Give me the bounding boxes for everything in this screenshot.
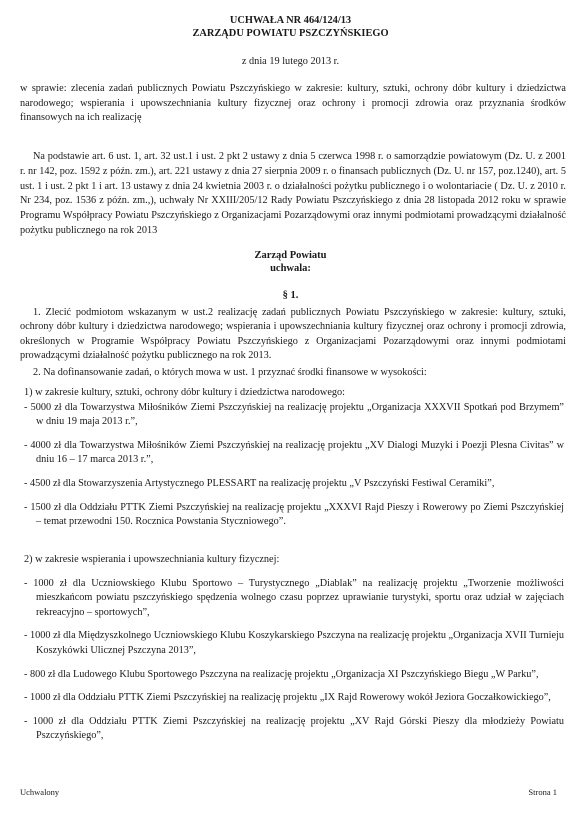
board-resolves: uchwala:	[270, 263, 311, 274]
grant-item: - 800 zł dla Ludowego Klubu Sportowego Pszczyna na realizację projektu „Organizacja XI Pszczyńskiego Biegu „W Parku”,	[24, 668, 539, 680]
grant-group-heading: 1) w zakresie kultury, sztuki, ochrony dóbr kultury i dziedzictwa narodowego:	[24, 387, 345, 398]
board-heading	[0, 249, 581, 275]
point-2: 2. Na dofinansowanie zadań, o których mowa w ust. 1 przyznać środki finansowe w wysokości:	[33, 367, 427, 378]
grant-item: - 1000 zł dla Oddziału PTTK Ziemi Pszczyńskiej na realizację projektu „IX Rajd Rowerowy wokół Jeziora Goczałkowickiego”,	[24, 692, 551, 704]
point-1: 1. Zlecić podmiotom wskazanym w ust.2 realizację zadań publicznych Powiatu Pszczyńskiego w zakresie: kultury, sztuki, ochrony dóbr kultury i dziedzictwa narodowego; wspierania i upowszechniania kultury fizycznej oraz ochrony i promocji zdrowia, określonych w Programie Współpracy Powiatu Pszczyńskiego z Organizacjami Pozarządowymi oraz innymi podmiotami prowadzącymi działalność pożytku publicznego na rok 2013.	[20, 307, 566, 362]
grant-item: - 1000 zł dla Międzyszkolnego Uczniowskiego Klubu Koszykarskiego Pszczyna na realizację projektu „Organizacja XVII Turnieju Koszykówki Ulicznej Pszczyna 2013”,	[24, 630, 564, 656]
grant-group-heading: 2) w zakresie wspierania i upowszechniania kultury fizycznej:	[24, 554, 280, 565]
grant-item: - 1000 zł dla Oddziału PTTK Ziemi Pszczyńskiej na realizację projektu „XV Rajd Górski Pieszy dla młodzieży Powiatu Pszczyńskiego”,	[24, 715, 564, 742]
grant-group-culture	[24, 386, 564, 530]
footer-status: Uchwalony	[20, 787, 60, 797]
page-number: Strona 1	[528, 787, 557, 797]
grant-item: - 1500 zł dla Oddziału PTTK Ziemi Pszczyńskiej na realizację projektu „XXXVI Rajd Pieszy i Rowerowy po Ziemi Pszczyńskiej – temat przewodni 150. Rocznica Powstania Styczniowego”.	[24, 501, 564, 528]
resolution-subject: w sprawie: zlecenia zadań publicznych Powiatu Pszczyńskiego w zakresie: kultury, sztuki, ochrony dóbr kultury i dziedzictwa narodowego; wspierania i upowszechniania kultury fizycznej oraz ochrony i promocji zdrowia oraz przyznania środków finansowych na ich realizację	[20, 83, 566, 124]
issuing-body: ZARZĄDU POWIATU PSZCZYŃSKIEGO	[192, 28, 389, 39]
grant-group-sport	[24, 553, 564, 744]
document-header	[0, 14, 581, 40]
resolution-title: UCHWAŁA NR 464/124/13	[229, 15, 352, 26]
grant-item: - 5000 zł dla Towarzystwa Miłośników Ziemi Pszczyńskiej na realizację projektu „Organizacja XXXVII Spotkań pod Brzymem” w dniu 19 maja 2013 r.”,	[24, 401, 564, 428]
grant-item: - 1000 zł dla Uczniowskiego Klubu Sportowo – Turystycznego „Diablak” na realizację projektu „Tworzenie możliwości mieszkańcom powiatu pszczyńskiego spędzenia wolnego czasu poprzez uprawianie turystyki, sportu oraz udział w zajęciach rekreacyjno – sportowych”,	[24, 577, 564, 618]
resolution-date: z dnia 19 lutego 2013 r.	[241, 56, 340, 67]
grant-item: - 4000 zł dla Towarzystwa Miłośników Ziemi Pszczyńskiej na realizację projektu „XV Dialogi Muzyki i Poezji Plesna Civitas” w dniu 16 – 17 marca 2013 r.”,	[24, 439, 564, 466]
grant-item: - 4500 zł dla Stowarzyszenia Artystycznego PLESSART na realizację projektu „V Pszczyński Festiwal Ceramiki”,	[24, 477, 495, 489]
legal-basis: Na podstawie art. 6 ust. 1, art. 32 ust.1 i ust. 2 pkt 2 ustawy z dnia 5 czerwca 1998 r. o samorządzie powiatowym (Dz. U. z 2001 r. nr 142, poz. 1592 z późn. zm.), art. 221 ustawy z dnia 27 sierpnia 2009 r. o finansach publicznych (Dz. U. nr 157, poz.1240), art. 5 ust. 1 i ust. 2 pkt 1 i art. 13 ustawy z dnia 24 kwietnia 2003 r. o działalności pożytku publicznego i o wolontariacie ( Dz. U. z 2010 r. Nr 234, poz. 1536 z późn. zm.,), uchwały Nr XXIII/205/12 Rady Powiatu Pszczyńskiego z dnia 28 listopada 2012 roku w sprawie Programu Współpracy Powiatu Pszczyńskiego z Organizacjami Pozarządowymi oraz innymi podmiotami prowadzącymi działalność pożytku publicznego na rok 2013	[20, 151, 566, 236]
section-mark: § 1.	[282, 290, 299, 301]
board-name: Zarząd Powiatu	[254, 250, 327, 261]
